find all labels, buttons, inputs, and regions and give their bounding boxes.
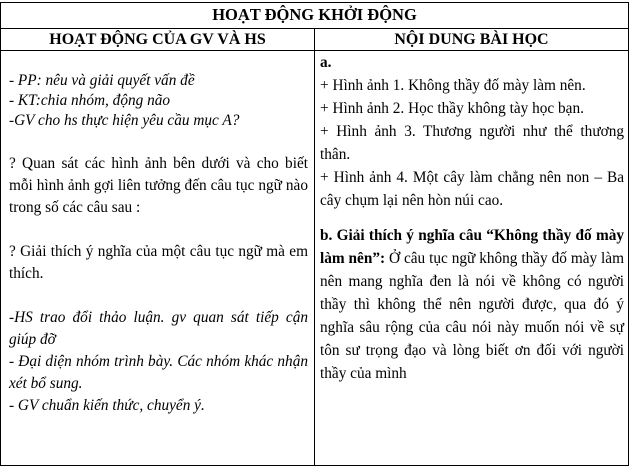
question-explain: ? Giải thích ý nghĩa của một câu tục ngữ mà em thích. bbox=[9, 243, 308, 282]
content-row bbox=[1, 51, 629, 466]
image-2-proverb: + Hình ảnh 2. Học thầy không tày học bạn. bbox=[320, 100, 584, 117]
gv-task-line: -GV cho hs thực hiện yêu cầu mục A? bbox=[9, 112, 240, 129]
left-column-header: HOẠT ĐỘNG CỦA GV VÀ HS bbox=[1, 29, 315, 51]
hs-discussion: -HS trao đổi thảo luận. gv quan sát tiếp cận giúp đỡ bbox=[9, 309, 308, 348]
teacher-student-activities bbox=[1, 51, 315, 466]
header-row bbox=[1, 29, 629, 51]
lesson-table bbox=[0, 2, 629, 466]
table-title: HOẠT ĐỘNG KHỞI ĐỘNG bbox=[1, 3, 629, 29]
image-4-proverb: + Hình ảnh 4. Một cây làm chẳng nên non – Ba cây chụm lại nên hòn núi cao. bbox=[320, 169, 624, 209]
section-b-heading: b. Giải thích ý nghĩa câu “Không thầy đố mày làm nên”: bbox=[320, 227, 624, 267]
technique-line: - KT:chia nhóm, động não bbox=[9, 92, 171, 109]
method-line: - PP: nêu và giải quyết vấn đề bbox=[9, 72, 195, 89]
section-b bbox=[320, 224, 624, 385]
image-3-proverb: + Hình ảnh 3. Thương người như thể thương thân. bbox=[320, 123, 624, 163]
right-column-header: NỘI DUNG BÀI HỌC bbox=[315, 29, 629, 51]
section-b-explanation: Ở câu tục ngữ không thầy đố mày làm nên mang nghĩa đen là nói về không có người thầy thì không thể nên người được, qua đó ý nghĩa sâu rộng của câu nói này muốn nói về sự tôn sư trọng đạo và lòng biết ơn đối với người thầy của mình bbox=[320, 250, 625, 382]
gv-conclusion: - GV chuẩn kiến thức, chuyển ý. bbox=[9, 397, 205, 414]
group-presentation: - Đại diện nhóm trình bày. Các nhóm khác nhận xét bổ sung. bbox=[9, 353, 308, 392]
lesson-content bbox=[315, 51, 629, 466]
question-observe: ? Quan sát các hình ảnh bên dưới và cho biết mỗi hình ảnh gợi liên tưởng đến câu tục ngữ nào trong số các câu sau : bbox=[9, 155, 308, 216]
section-a-label: a. bbox=[320, 54, 332, 71]
title-row bbox=[1, 3, 629, 29]
image-1-proverb: + Hình ảnh 1. Không thầy đố mày làm nên. bbox=[320, 77, 586, 94]
